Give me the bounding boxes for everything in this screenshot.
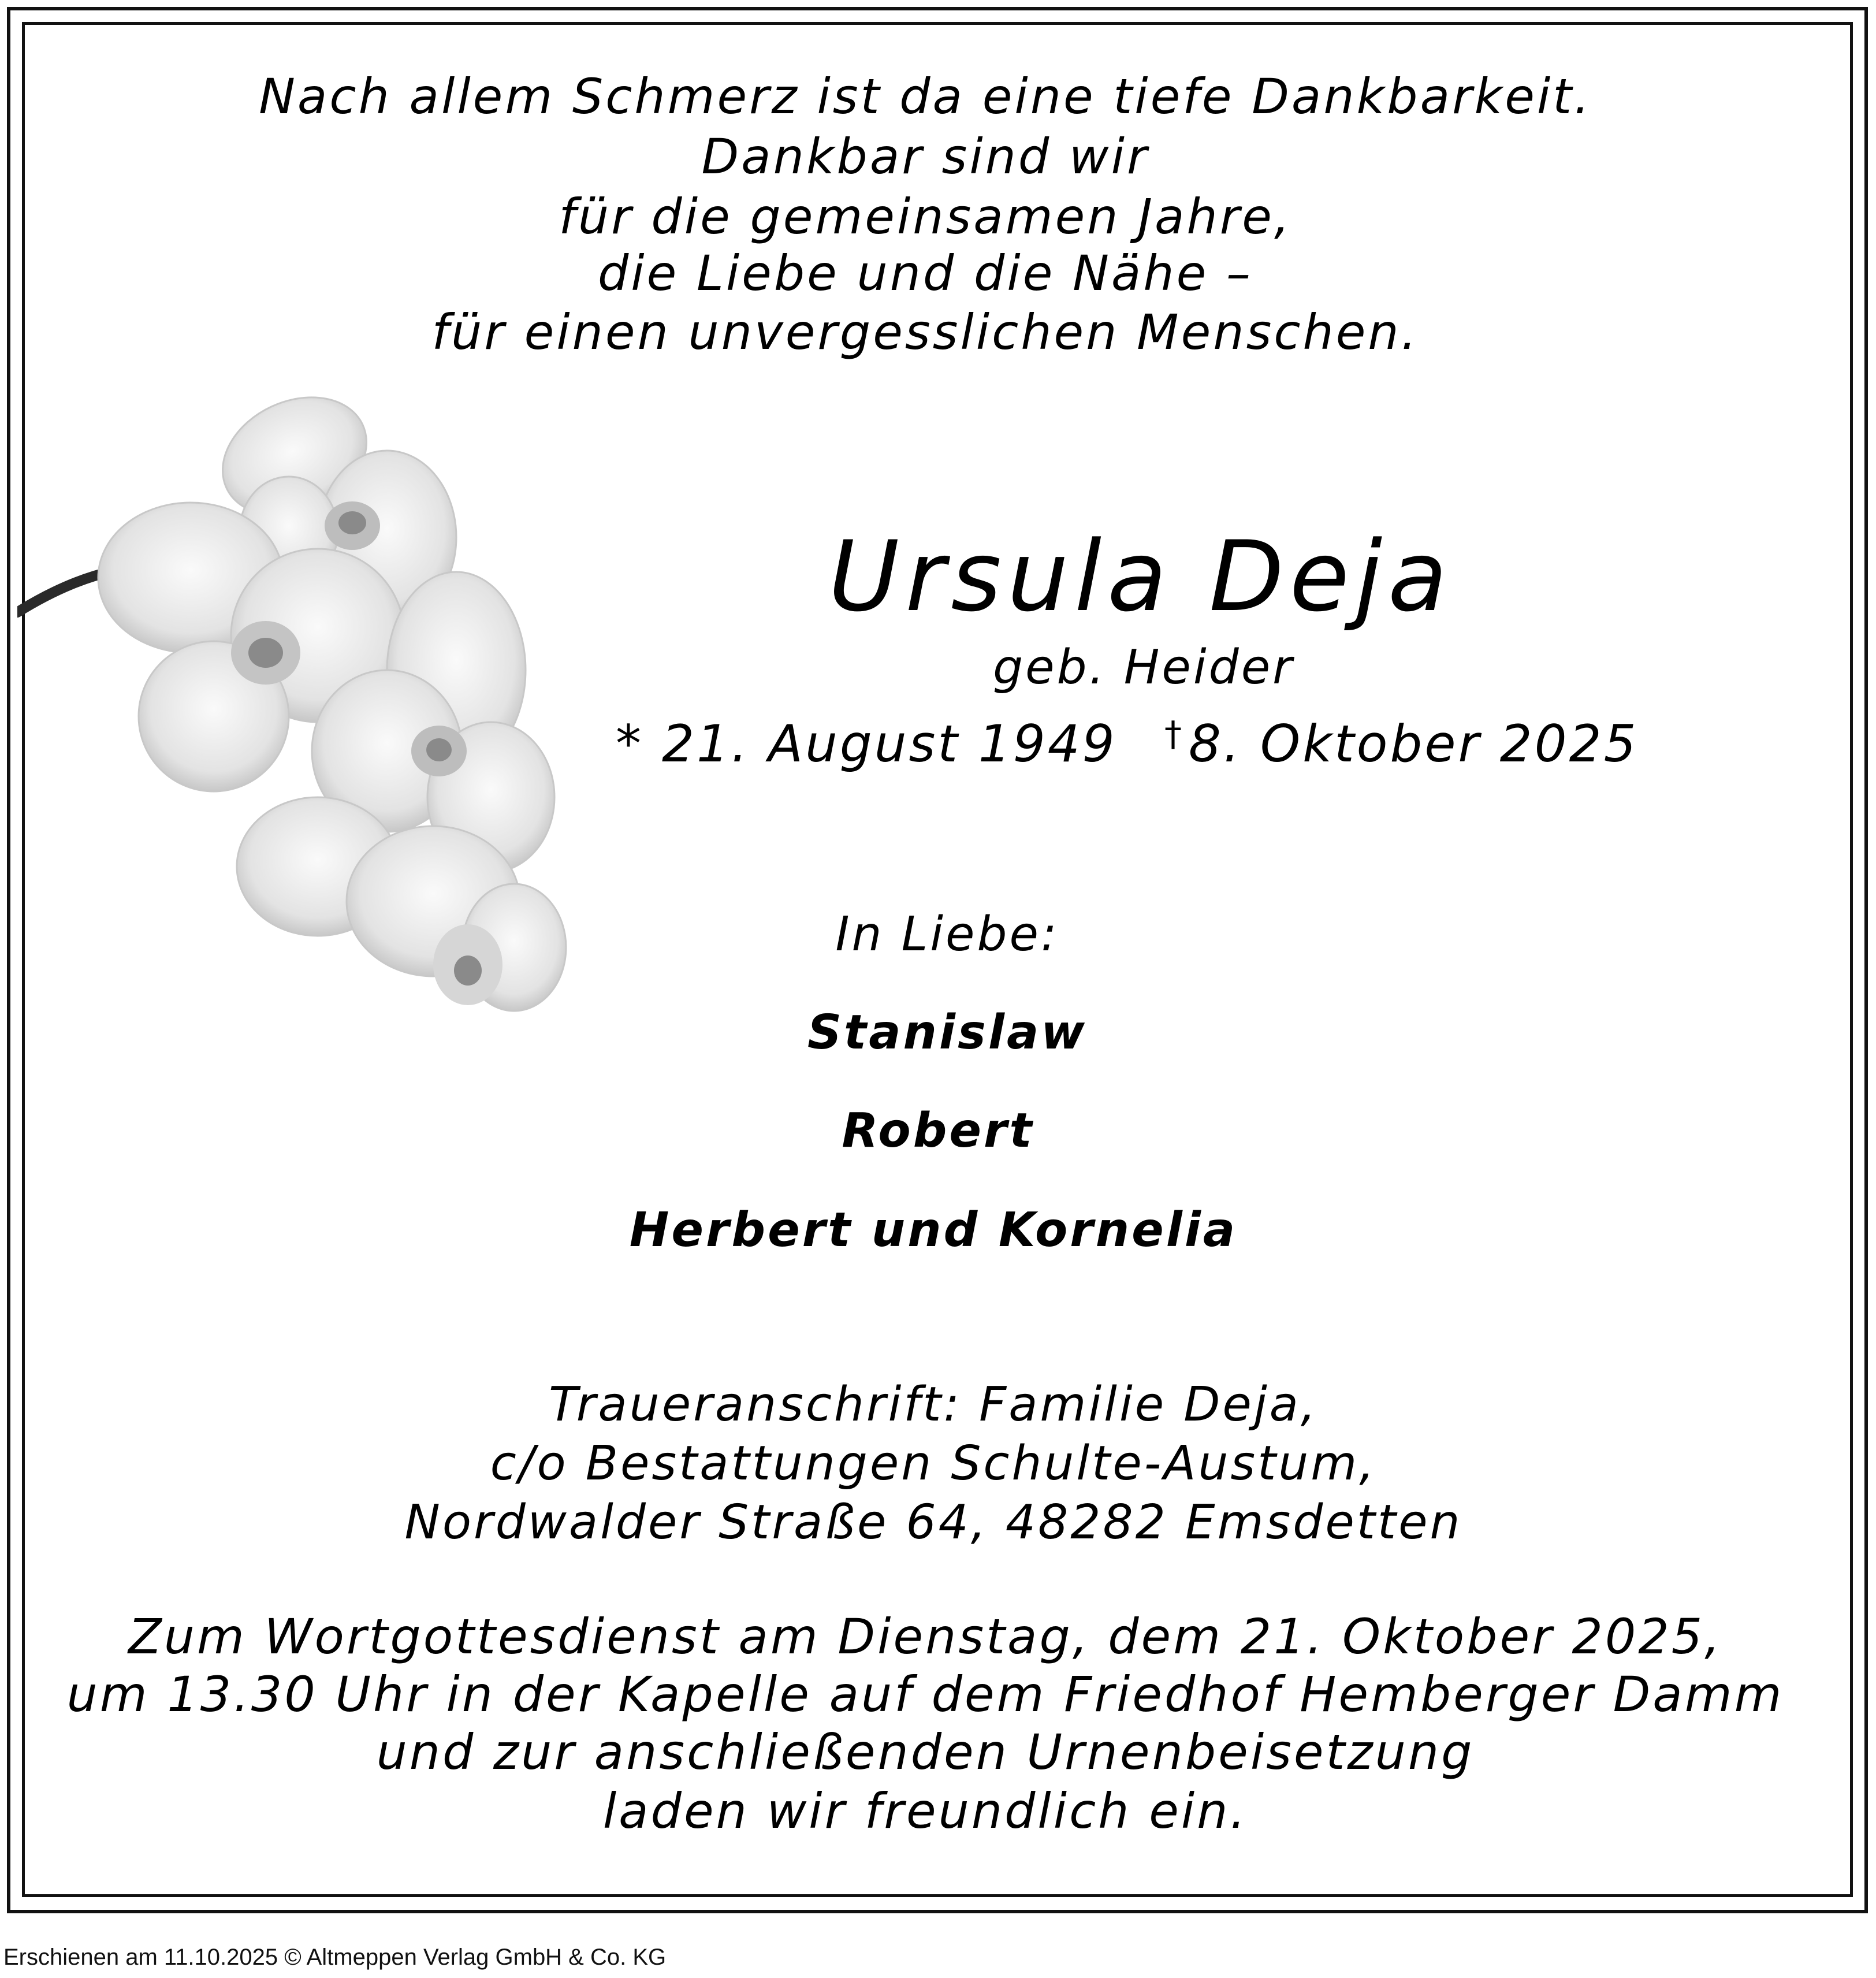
mourner-name: Herbert und Kornelia (629, 1203, 1238, 1258)
deceased-name: Ursula Deja (828, 520, 1453, 633)
verse-line-4: die Liebe und die Nähe – (597, 245, 1253, 302)
service-line-3: und zur anschließenden Urnenbeisetzung (376, 1724, 1475, 1780)
verse-line-5: für einen unvergesslichen Menschen. (431, 304, 1419, 360)
service-line-1: Zum Wortgottesdienst am Dienstag, dem 21. Oktober 2025, (128, 1608, 1722, 1665)
cross-symbol: † (1164, 714, 1184, 754)
birth-date: * 21. August 1949 (616, 714, 1117, 774)
address-line-3: Nordwalder Straße 64, 48282 Emsdetten (404, 1495, 1462, 1550)
mourners-heading: In Liebe: (835, 907, 1059, 962)
service-line-4: laden wir freundlich ein. (602, 1783, 1248, 1839)
verse-line-2: Dankbar sind wir (701, 128, 1149, 185)
mourner-name: Robert (842, 1103, 1034, 1158)
verse-line-3: für die gemeinsamen Jahre, (559, 188, 1292, 245)
mourner-name: Stanislaw (807, 1005, 1088, 1060)
address-line-1: Traueranschrift: Familie Deja, (549, 1377, 1318, 1432)
death-date-line (1164, 714, 1639, 774)
verse-line-1: Nach allem Schmerz ist da eine tiefe Dankbarkeit. (259, 68, 1592, 125)
publication-footer: Erschienen am 11.10.2025 © Altmeppen Verlag GmbH & Co. KG (3, 1944, 667, 1970)
address-line-2: c/o Bestattungen Schulte-Austum, (490, 1436, 1377, 1491)
death-date: 8. Oktober 2025 (1189, 714, 1639, 774)
service-line-2: um 13.30 Uhr in der Kapelle auf dem Friedhof Hemberger Damm (66, 1666, 1784, 1723)
maiden-name: geb. Heider (993, 640, 1294, 695)
